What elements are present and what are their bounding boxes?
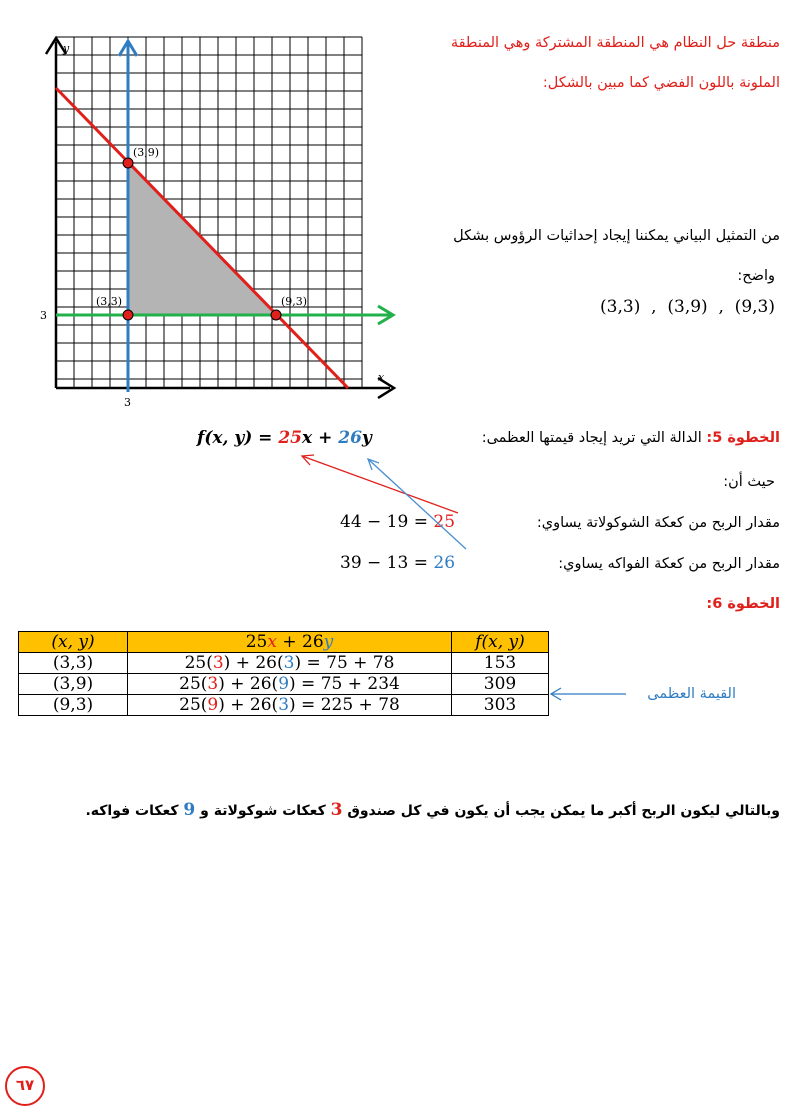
vertex-3-9	[123, 158, 133, 168]
header-point: (x, y)	[19, 632, 128, 653]
expr-y-value: 3	[283, 653, 295, 673]
conclusion-part-1: وبالتالي ليكون الربح أكبر ما يمكن يجب أن يكون في كل صندوق	[342, 803, 780, 819]
row-expression	[128, 674, 452, 695]
row-result: 303	[452, 695, 549, 716]
y-axis-label: y	[63, 42, 70, 55]
vertex-label-3-3: (3,3)	[96, 295, 123, 308]
expr-middle: ) + 26(	[218, 674, 279, 694]
where-text: حيث أن:	[723, 474, 775, 490]
vertex-3-3	[123, 310, 133, 320]
expr-middle: ) + 26(	[223, 653, 284, 673]
objective-function	[197, 428, 372, 448]
table-header-row	[19, 632, 549, 653]
table-row	[19, 695, 549, 716]
var-y: y	[361, 428, 372, 448]
header-result: f(x, y)	[452, 632, 549, 653]
x-tick-label: 3	[124, 396, 131, 409]
vertex-label-3-9: (3,9)	[133, 146, 160, 159]
max-value-arrow	[548, 684, 628, 704]
evaluation-table	[18, 631, 549, 716]
coef-y: 26	[338, 428, 362, 448]
max-value-label: القيمة العظمى	[647, 686, 736, 702]
header-expr-a: 25	[245, 632, 268, 652]
fruit-profit-value: 26	[433, 553, 456, 573]
vertices-coordinates: (3,3) , (3,9) , (9,3)	[600, 297, 775, 317]
function-lhs: f(x, y) =	[197, 428, 279, 448]
step6-label: الخطوة 6:	[706, 596, 780, 612]
page-number: ٦٧	[5, 1066, 45, 1106]
coefficient-arrows	[0, 450, 800, 570]
table-row	[19, 674, 549, 695]
expr-prefix: 25(	[184, 653, 213, 673]
conclusion-number-1: 3	[330, 800, 343, 820]
solution-region-graph	[30, 25, 410, 415]
expr-suffix: ) = 75 + 78	[294, 653, 395, 673]
expr-prefix: 25(	[179, 695, 208, 715]
intro-line-2: الملونة باللون الفضي كما مبين بالشكل:	[542, 75, 780, 91]
fruit-profit-calc: 39 − 13 =	[340, 553, 434, 573]
chocolate-profit-label: مقدار الربح من كعكة الشوكولاتة يساوي:	[536, 515, 780, 531]
step5-label: الخطوة 5:	[706, 430, 780, 446]
fruit-profit-label: مقدار الربح من كعكة الفواكه يساوي:	[558, 556, 780, 572]
expr-suffix: ) = 225 + 78	[289, 695, 400, 715]
expr-y-value: 9	[278, 674, 290, 694]
header-expression	[128, 632, 452, 653]
row-expression	[128, 695, 452, 716]
row-point: (9,3)	[19, 695, 128, 716]
y-tick-label: 3	[40, 309, 47, 322]
expr-middle: ) + 26(	[218, 695, 279, 715]
header-expr-x: x	[267, 632, 277, 652]
row-result: 309	[452, 674, 549, 695]
expr-prefix: 25(	[179, 674, 208, 694]
expr-x-value: 3	[212, 653, 224, 673]
intro-line-1: منطقة حل النظام هي المنطقة المشتركة وهي المنطقة	[450, 35, 780, 51]
table-row	[19, 653, 549, 674]
vertices-text-line-1: من التمثيل البياني يمكننا إيجاد إحداثيات الرؤوس بشكل	[453, 228, 780, 244]
expr-suffix: ) = 75 + 234	[289, 674, 400, 694]
step5-line	[482, 430, 780, 446]
header-expr-y: y	[323, 632, 334, 652]
var-x: x +	[302, 428, 339, 448]
row-point: (3,3)	[19, 653, 128, 674]
row-result: 153	[452, 653, 549, 674]
header-expr-b: + 26	[276, 632, 324, 652]
axes	[46, 38, 394, 398]
vertex-9-3	[271, 310, 281, 320]
coef-x: 25	[278, 428, 303, 448]
conclusion-part-2: كعكات شوكولاتة و	[195, 803, 331, 819]
grid	[56, 37, 362, 388]
expr-x-value: 9	[207, 695, 219, 715]
vertex-label-9-3: (9,3)	[281, 295, 308, 308]
x-axis-label: x	[378, 371, 385, 384]
conclusion-number-2: 9	[183, 800, 196, 820]
chocolate-profit-calc: 44 − 19 =	[340, 512, 434, 532]
step5-text: الدالة التي تريد إيجاد قيمتها العظمى:	[481, 430, 702, 446]
vertices-text-line-2: واضح:	[737, 268, 775, 284]
chocolate-profit-value: 25	[433, 512, 456, 532]
conclusion-part-3: كعكات فواكه.	[85, 803, 184, 819]
expr-x-value: 3	[207, 674, 219, 694]
row-expression	[128, 653, 452, 674]
row-point: (3,9)	[19, 674, 128, 695]
conclusion	[85, 800, 780, 820]
expr-y-value: 3	[278, 695, 290, 715]
